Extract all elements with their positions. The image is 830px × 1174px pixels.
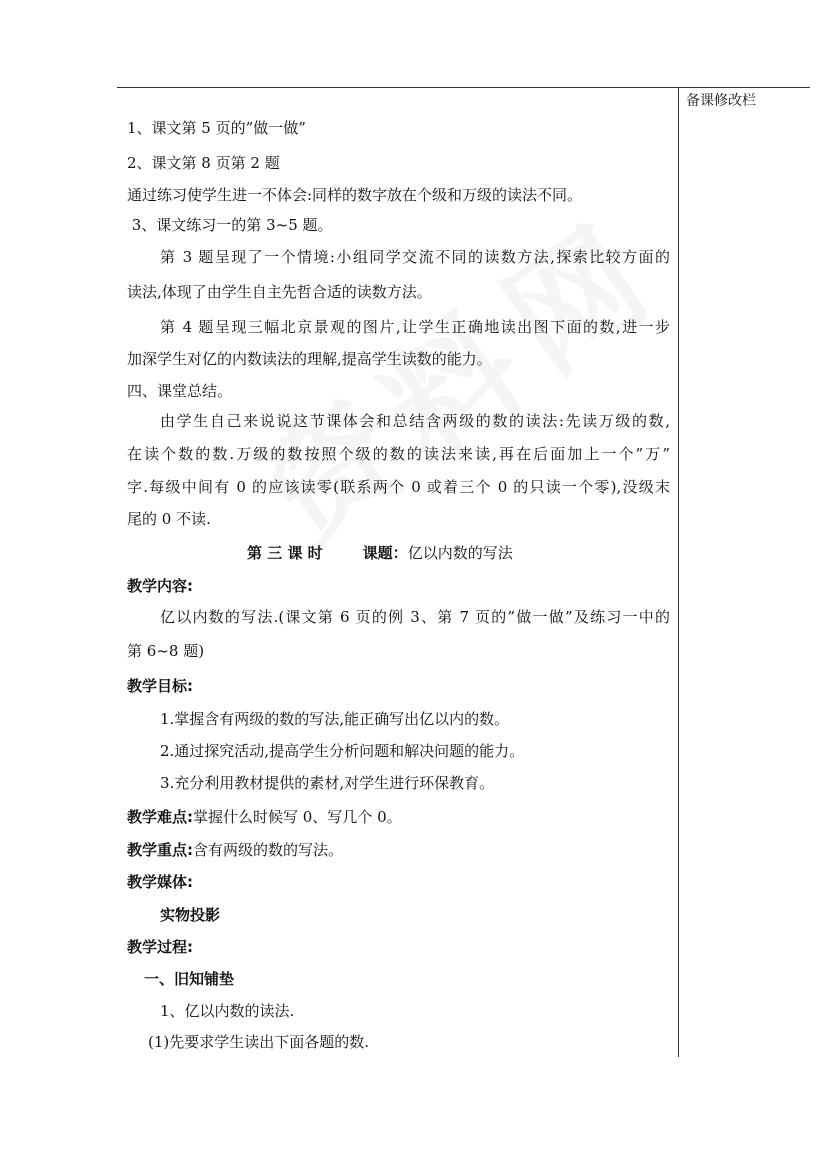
text-line: 读法,体现了由学生自主先哲合适的读数方法。	[127, 283, 432, 301]
lesson-topic: 亿以内数的写法	[407, 544, 513, 562]
teaching-process-label: 教学过程:	[127, 938, 193, 956]
teaching-content-text: 第 6~8 题)	[127, 642, 205, 660]
process-sub-item: 1、亿以内数的读法.	[160, 1002, 295, 1020]
teaching-key-label: 教学重点:	[127, 841, 193, 859]
text-line: 通过练习使学生进一不体会:同样的数字放在个级和万级的读法不同。	[127, 186, 583, 204]
section-heading: 四、课堂总结。	[127, 382, 233, 400]
lesson-topic-label: 课题：	[362, 544, 408, 562]
teaching-goals-label: 教学目标:	[127, 677, 193, 695]
teaching-difficulty-label: 教学难点:	[127, 808, 193, 826]
text-line: 字.每级中间有 0 的应该读零(联系两个 0 或着三个 0 的只读一个零),没级末	[127, 478, 670, 496]
lesson-revision-column-label: 备课修改栏	[686, 93, 756, 109]
text-line: 3、课文练习一的第 3~5 题。	[127, 216, 333, 234]
teaching-difficulty	[127, 806, 402, 828]
teaching-goal-item: 1.掌握含有两级的数的写法,能正确写出亿以内的数。	[160, 710, 510, 728]
lesson-heading	[247, 542, 513, 564]
teaching-media-label: 教学媒体:	[127, 873, 193, 891]
process-sub-item: (1)先要求学生读出下面各题的数.	[148, 1033, 370, 1051]
teaching-media-text: 实物投影	[160, 906, 221, 924]
teaching-goal-item: 3.充分利用教材提供的素材,对学生进行环保教育。	[160, 774, 495, 792]
teaching-key-text: 含有两级的数的写法。	[193, 841, 344, 859]
teaching-content-label: 教学内容:	[127, 577, 193, 595]
text-line: 2、课文第 8 页第 2 题	[127, 154, 280, 172]
table-column-divider	[678, 87, 679, 1057]
text-line: 1、课文第 5 页的”做一做”	[127, 119, 306, 137]
teaching-difficulty-text: 掌握什么时候写 0、写几个 0。	[193, 808, 402, 826]
teaching-goal-item: 2.通过探究活动,提高学生分析问题和解决问题的能力。	[160, 742, 525, 760]
text-line: 尾的 0 不读.	[127, 510, 211, 528]
text-line: 第 4 题呈现三幅北京景观的图片,让学生正确地读出图下面的数,进一步	[160, 318, 670, 336]
lesson-period: 第 三 课 时	[247, 544, 323, 562]
text-line: 在读个数的数.万级的数按照个级的数的读法来读,再在后面加上一个”万”	[127, 445, 670, 463]
process-step-heading: 一、旧知铺垫	[144, 970, 235, 988]
table-top-rule	[117, 87, 810, 88]
text-line: 由学生自己来说说这节课体会和总结含两级的数的读法:先读万级的数,	[160, 412, 670, 430]
text-line: 加深学生对亿的内数读法的理解,提高学生读数的能力。	[127, 350, 492, 368]
teaching-content-text: 亿以内数的写法.(课文第 6 页的例 3、第 7 页的”做一做”及练习一中的	[160, 608, 670, 626]
teaching-key-point	[127, 839, 343, 861]
text-line: 第 3 题呈现了一个情境:小组同学交流不同的读数方法,探索比较方面的	[160, 248, 670, 266]
